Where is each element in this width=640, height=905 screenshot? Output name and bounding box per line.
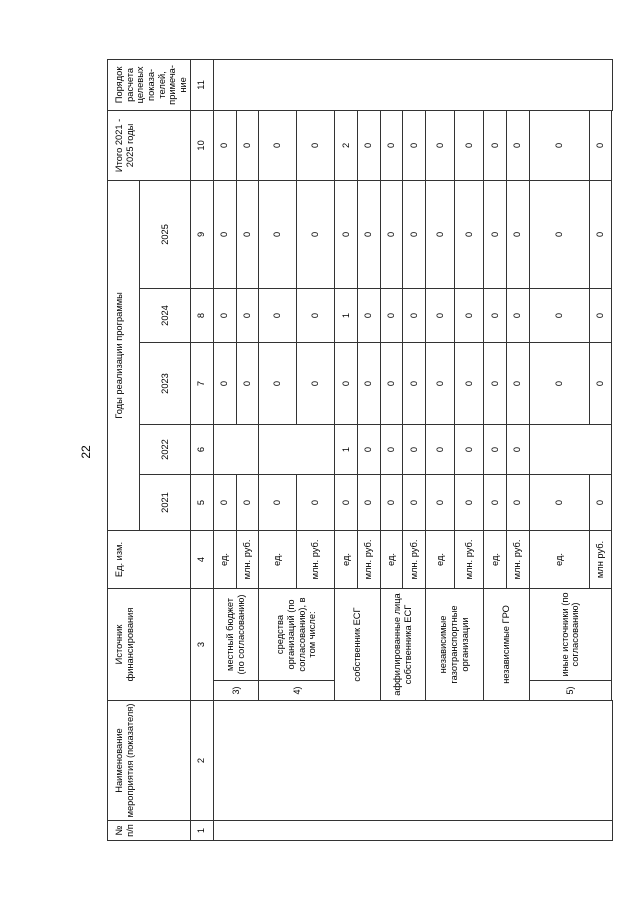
value-2022: 0: [403, 424, 426, 474]
value-2025: 0: [357, 180, 380, 288]
value-2023: 0: [380, 342, 403, 424]
value-2024: 0: [403, 288, 426, 342]
colnum-9: 9: [190, 180, 213, 288]
value-2022: 0: [380, 424, 403, 474]
value-2022-empty: [259, 424, 335, 474]
value-total: 0: [213, 110, 236, 180]
value-2022: 0: [425, 424, 454, 474]
page-number: 22: [79, 445, 93, 459]
value-2024: 0: [484, 288, 507, 342]
value-2021: 0: [403, 474, 426, 530]
value-2024: 0: [455, 288, 484, 342]
header-col-total: Итого 2021 - 2025 годы: [108, 110, 191, 180]
value-2025: 0: [506, 180, 529, 288]
unit-cell: ед.: [425, 530, 454, 588]
value-2021: 0: [589, 474, 612, 530]
value-2025: 0: [259, 180, 297, 288]
value-2024: 0: [236, 288, 259, 342]
header-col-note: Порядок расчета целевых показа-телей, примеча-ние: [108, 59, 191, 110]
unit-cell: ед.: [529, 530, 589, 588]
value-2024: 0: [380, 288, 403, 342]
value-2021: 0: [335, 474, 358, 530]
colnum-5: 5: [190, 474, 213, 530]
value-total: 0: [484, 110, 507, 180]
source-label: независимые ГРО: [484, 588, 529, 700]
value-2024: 0: [506, 288, 529, 342]
unit-cell: ед.: [484, 530, 507, 588]
unit-cell: млн. руб.: [403, 530, 426, 588]
row-index: 3): [213, 681, 258, 701]
value-2023: 0: [259, 342, 297, 424]
value-total: 0: [297, 110, 335, 180]
unit-cell: ед.: [213, 530, 236, 588]
value-2022: 0: [506, 424, 529, 474]
colnum-11: 11: [190, 59, 213, 110]
unit-cell: ед.: [335, 530, 358, 588]
source-label: местный бюджет (по согласованию): [213, 588, 258, 680]
value-2024: 0: [425, 288, 454, 342]
table-row: [213, 59, 236, 840]
program-financing-table: [107, 59, 613, 841]
value-2025: 0: [297, 180, 335, 288]
unit-cell: млн. руб.: [357, 530, 380, 588]
row-index: 5): [529, 681, 612, 701]
value-2023: 0: [455, 342, 484, 424]
source-label: аффилированные лица собственника ЕСГ: [380, 588, 425, 700]
value-2024: 1: [335, 288, 358, 342]
colnum-10: 10: [190, 110, 213, 180]
value-2022: 0: [455, 424, 484, 474]
value-2023: 0: [506, 342, 529, 424]
value-total: 0: [455, 110, 484, 180]
header-year-2021: 2021: [140, 474, 191, 530]
header-col-name: Наименование мероприятия (показателя): [108, 701, 191, 821]
value-2021: 0: [529, 474, 589, 530]
value-2024: 0: [357, 288, 380, 342]
colnum-2: 2: [190, 701, 213, 821]
value-2025: 0: [403, 180, 426, 288]
header-year-2022: 2022: [140, 424, 191, 474]
header-col-num: № п/п: [108, 821, 191, 841]
value-2024: 0: [213, 288, 236, 342]
header-col-unit: Ед. изм.: [108, 530, 191, 588]
value-total: 0: [403, 110, 426, 180]
value-2023: 0: [357, 342, 380, 424]
colnum-6: 6: [190, 424, 213, 474]
source-label: иные источники (по согласованию): [529, 588, 612, 680]
header-col-source: Источник финансирования: [108, 588, 191, 700]
header-years-group: Годы реализации программы: [108, 180, 140, 530]
value-2021: 0: [506, 474, 529, 530]
colnum-3: 3: [190, 588, 213, 700]
value-2023: 0: [425, 342, 454, 424]
colnum-4: 4: [190, 530, 213, 588]
source-label: независимые газотранспортные организации: [425, 588, 483, 700]
cell-name-empty: [213, 701, 612, 821]
value-2022-empty: [213, 424, 258, 474]
value-total: 0: [529, 110, 589, 180]
colnum-1: 1: [190, 821, 213, 841]
value-total: 0: [589, 110, 612, 180]
value-2021: 0: [297, 474, 335, 530]
unit-cell: млн. руб.: [236, 530, 259, 588]
value-2022: 0: [357, 424, 380, 474]
value-2023: 0: [297, 342, 335, 424]
unit-cell: млн. руб.: [506, 530, 529, 588]
unit-cell: ед.: [259, 530, 297, 588]
value-2021: 0: [213, 474, 236, 530]
row-index: 4): [259, 681, 335, 701]
table-container: [107, 60, 607, 841]
unit-cell: млн руб.: [589, 530, 612, 588]
value-2021: 0: [357, 474, 380, 530]
value-2022: 1: [335, 424, 358, 474]
value-2025: 0: [213, 180, 236, 288]
value-2025: 0: [455, 180, 484, 288]
value-2021: 0: [455, 474, 484, 530]
value-2024: 0: [589, 288, 612, 342]
colnum-7: 7: [190, 342, 213, 424]
value-2021: 0: [484, 474, 507, 530]
cell-note-empty: [213, 59, 612, 110]
colnum-8: 8: [190, 288, 213, 342]
header-year-2023: 2023: [140, 342, 191, 424]
value-total: 0: [236, 110, 259, 180]
value-2025: 0: [236, 180, 259, 288]
value-2025: 0: [335, 180, 358, 288]
value-2024: 0: [297, 288, 335, 342]
value-2023: 0: [403, 342, 426, 424]
value-total: 0: [425, 110, 454, 180]
source-label: собственник ЕСГ: [335, 588, 380, 700]
value-2023: 0: [529, 342, 589, 424]
value-2022: 0: [484, 424, 507, 474]
source-label: средства организаций (по согласованию), в том числе:: [259, 588, 335, 680]
header-year-2025: 2025: [140, 180, 191, 288]
value-2023: 0: [589, 342, 612, 424]
value-2025: 0: [380, 180, 403, 288]
value-2022-empty: [529, 424, 612, 474]
value-2021: 0: [259, 474, 297, 530]
value-2025: 0: [589, 180, 612, 288]
value-2023: 0: [335, 342, 358, 424]
unit-cell: млн. руб.: [297, 530, 335, 588]
value-2024: 0: [259, 288, 297, 342]
value-2023: 0: [213, 342, 236, 424]
unit-cell: ед.: [380, 530, 403, 588]
rotated-table-frame: [107, 60, 607, 841]
value-total: 2: [335, 110, 358, 180]
value-total: 0: [506, 110, 529, 180]
value-2024: 0: [529, 288, 589, 342]
value-total: 0: [259, 110, 297, 180]
value-2023: 0: [236, 342, 259, 424]
value-2025: 0: [425, 180, 454, 288]
value-total: 0: [357, 110, 380, 180]
value-2021: 0: [425, 474, 454, 530]
value-2025: 0: [529, 180, 589, 288]
header-year-2024: 2024: [140, 288, 191, 342]
unit-cell: млн. руб.: [455, 530, 484, 588]
value-2023: 0: [484, 342, 507, 424]
cell-num-empty: [213, 821, 612, 841]
value-total: 0: [380, 110, 403, 180]
value-2025: 0: [484, 180, 507, 288]
value-2021: 0: [236, 474, 259, 530]
value-2021: 0: [380, 474, 403, 530]
